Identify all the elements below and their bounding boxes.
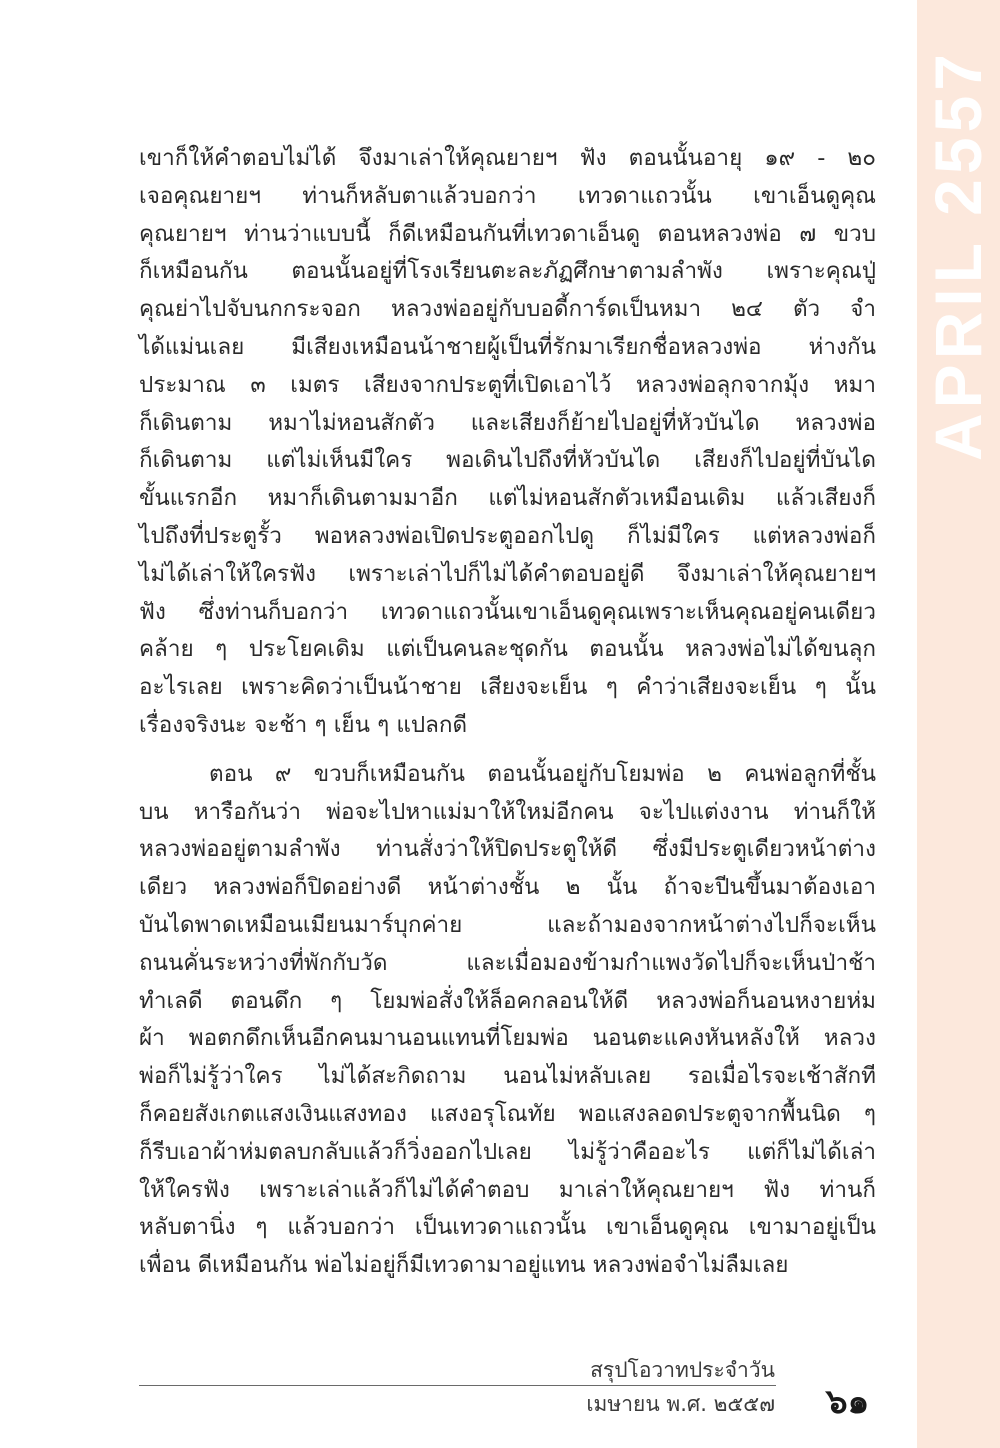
text-line: ตอน ๙ ขวบก็เหมือนกัน ตอนนั้นอยู่กับโยมพ่อ ๒ คนพ่อลูกที่ชั้น xyxy=(209,760,876,787)
footer-book-title: สรุปโอวาทประจำวัน xyxy=(590,1358,775,1382)
text-line: หลับตานิ่ง ๆ แล้วบอกว่า เป็นเทวดาแถวนั้น เขาเอ็นดูคุณ เขามาอยู่เป็น xyxy=(139,1214,876,1241)
text-line: บน หารือกันว่า พ่อจะไปหาแม่มาให้ใหม่อีกคน จะไปแต่งงาน ท่านก็ให้ xyxy=(139,798,876,825)
footer-date: เมษายน พ.ศ. ๒๕๕๗ xyxy=(586,1392,775,1416)
text-line: ทำเลดี ตอนดึก ๆ โยมพ่อสั่งให้ล็อคกลอนให้ดี หลวงพ่อก็นอนหงายห่ม xyxy=(139,987,876,1014)
side-month-title: APRIL 2557 xyxy=(921,49,995,461)
text-line: พ่อก็ไม่รู้ว่าใคร ไม่ได้สะกิดถาม นอนไม่หลับเลย รอเมื่อไรจะเช้าสักที xyxy=(139,1063,876,1090)
text-line: คุณยายฯ ท่านว่าแบบนี้ ก็ดีเหมือนกันที่เทวดาเอ็นดู ตอนหลวงพ่อ ๗ ขวบ xyxy=(139,220,876,247)
text-line: ให้ใครฟัง เพราะเล่าแล้วก็ไม่ได้คำตอบ มาเล่าให้คุณยายฯ ฟัง ท่านก็ xyxy=(139,1176,876,1203)
text-line: ก็รีบเอาผ้าห่มตลบกลับแล้วก็วิ่งออกไปเลย ไม่รู้ว่าคืออะไร แต่ก็ไม่ได้เล่า xyxy=(139,1138,876,1165)
text-line: ก็เดินตาม หมาไม่หอนสักตัว และเสียงก็ย้ายไปอยู่ที่หัวบันได หลวงพ่อ xyxy=(139,409,876,436)
text-line: คุณย่าไปจับนกกระจอก หลวงพ่ออยู่กับบอดี้การ์ดเป็นหมา ๒๔ ตัว จำ xyxy=(139,296,876,323)
text-line: ก็คอยสังเกตแสงเงินแสงทอง แสงอรุโณทัย พอแสงลอดประตูจากพื้นนิด ๆ xyxy=(139,1100,876,1127)
text-line: ประมาณ ๓ เมตร เสียงจากประตูที่เปิดเอาไว้ หลวงพ่อลุกจากมุ้ง หมา xyxy=(139,371,876,398)
text-line: เดียว หลวงพ่อก็ปิดอย่างดี หน้าต่างชั้น ๒ นั้น ถ้าจะปีนขึ้นมาต้องเอา xyxy=(139,874,876,901)
text-line: ขั้นแรกอีก หมาก็เดินตามมาอีก แต่ไม่หอนสักตัวเหมือนเดิม แล้วเสียงก็ xyxy=(139,485,876,512)
text-line: ก็เดินตาม แต่ไม่เห็นมีใคร พอเดินไปถึงที่หัวบันได เสียงก็ไปอยู่ที่บันได xyxy=(139,447,876,474)
paragraph-2 xyxy=(139,756,876,1285)
text-line: ไม่ได้เล่าให้ใครฟัง เพราะเล่าไปก็ไม่ได้คำตอบอยู่ดี จึงมาเล่าให้คุณยายฯ xyxy=(139,560,876,587)
text-line: ผ้า พอตกดึกเห็นอีกคนมานอนแทนที่โยมพ่อ นอนตะแคงหันหลังให้ หลวง xyxy=(139,1025,876,1052)
page-number: ๖๑ xyxy=(826,1382,870,1422)
text-line: เขาก็ให้คำตอบไม่ได้ จึงมาเล่าให้คุณยายฯ ฟัง ตอนนั้นอายุ ๑๙ - ๒๐ xyxy=(139,145,876,171)
footer-divider xyxy=(139,1385,776,1386)
text-line: ถนนคั่นระหว่างที่พักกับวัด และเมื่อมองข้ามกำแพงวัดไปก็จะเห็นป่าช้า xyxy=(139,949,876,976)
text-line: เจอคุณยายฯ ท่านก็หลับตาแล้วบอกว่า เทวดาแถวนั้น เขาเอ็นดูคุณ xyxy=(139,182,876,209)
text-line: คล้าย ๆ ประโยคเดิม แต่เป็นคนละชุดกัน ตอนนั้น หลวงพ่อไม่ได้ขนลุก xyxy=(139,636,876,663)
text-line: เพื่อน ดีเหมือนกัน พ่อไม่อยู่ก็มีเทวดามาอยู่แทน หลวงพ่อจำไม่ลืมเลย xyxy=(139,1252,789,1279)
text-line: ฟัง ซึ่งท่านก็บอกว่า เทวดาแถวนั้นเขาเอ็นดูคุณเพราะเห็นคุณอยู่คนเดียว xyxy=(139,598,876,625)
text-line: ไปถึงที่ประตูรั้ว พอหลวงพ่อเปิดประตูออกไปดู ก็ไม่มีใคร แต่หลวงพ่อก็ xyxy=(139,522,876,549)
text-line: เรื่องจริงนะ จะช้า ๆ เย็น ๆ แปลกดี xyxy=(139,711,468,738)
text-line: ได้แม่นเลย มีเสียงเหมือนน้าชายผู้เป็นที่รักมาเรียกชื่อหลวงพ่อ ห่างกัน xyxy=(139,333,876,360)
paragraph-1 xyxy=(139,140,876,745)
body-text xyxy=(139,140,876,1296)
text-line: ก็เหมือนกัน ตอนนั้นอยู่ที่โรงเรียนตะละภัฏศึกษาตามลำพัง เพราะคุณปู่ xyxy=(139,258,876,285)
text-line: บันไดพาดเหมือนเมียนมาร์บุกค่าย และถ้ามองจากหน้าต่างไปก็จะเห็น xyxy=(139,911,876,938)
text-line: หลวงพ่ออยู่ตามลำพัง ท่านสั่งว่าให้ปิดประตูให้ดี ซึ่งมีประตูเดียวหน้าต่าง xyxy=(139,836,876,863)
text-line: อะไรเลย เพราะคิดว่าเป็นน้าชาย เสียงจะเย็น ๆ คำว่าเสียงจะเย็น ๆ นั้น xyxy=(139,674,876,701)
